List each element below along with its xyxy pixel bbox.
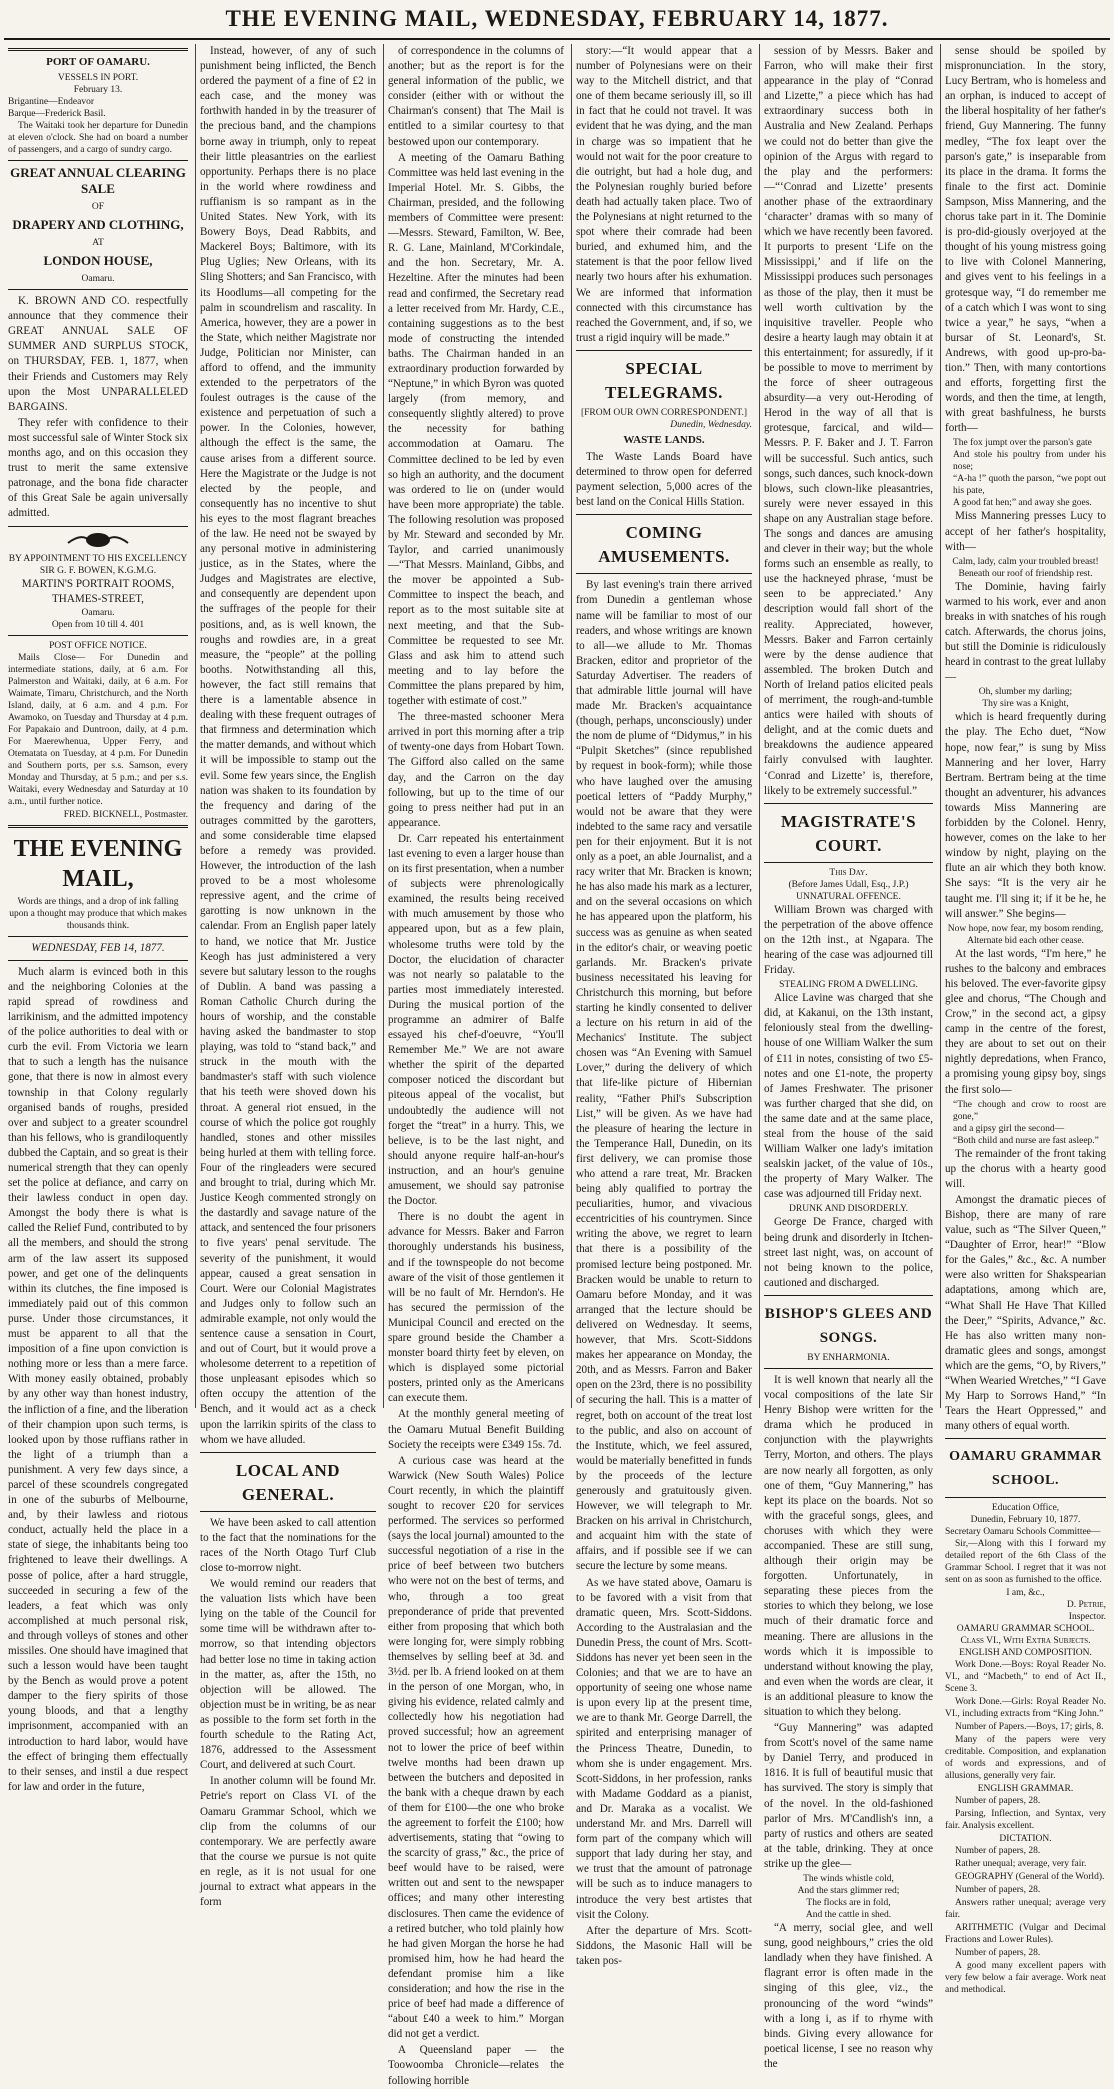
glees-author: BY ENHARMONIA.	[807, 1352, 890, 1363]
grammar-line: Rather unequal; average, very fair.	[955, 1859, 1087, 1870]
local-item: of correspondence in the columns of another; but as the report is for the general information of the public, we consider (either with or without the Chairman's consent) that The Mail is entitled to a similar courtesy to that bestowed upon our contemporary.	[388, 45, 564, 148]
verse-line: And the stars glimmer red;	[797, 1886, 900, 1897]
court-case-title: STEALING FROM A DWELLING.	[779, 980, 918, 991]
bishops-glees-heading: BISHOP'S GLEES AND SONGS.	[764, 1305, 933, 1346]
local-item: There is no doubt the agent in advance for Messrs. Baker and Farron thoroughly understands his business, and if the townspeople do not become aware of the visit of those gentlemen it will be no fault of Mr. Herndon's. He has secured the permission of the Municipal Council and erected on the spare ground beside the Chamber a monster board thirty feet by eleven, on which is displayed some pictorial posters, printed only as the Americans can execute them.	[388, 1211, 564, 1405]
verse-line: The fox jumpt over the parson's gate	[953, 438, 1092, 449]
port-line: Barque—Frederick Basil.	[8, 109, 106, 120]
local-item: A curious case was heard at the Warwick (New South Wales) Police Court recently, in which the plaintiff sought to recover £20 for services performed. The services so performed (says the local journal) amounted to the successful negotiation of a rise in the price of beef between two butchers who were not on the best of terms, and who, through a too great preponderance of pride that prevented either from proposing that which both were longing for, were simply robbing themselves by selling beef at 3d. and 3½d. per lb. A friend looked on at them in the person of one Morgan, who, in giving his evidence, related calmly and collectedly how his negotiation had proved successful; how an agreement not to lower the price of beef within twelve months had been drawn up between the butchers and deposited in the bank with a cheque drawn by each of them for £100—the one who broke the agreement to forfeit the £100; how advertisements, stating that “owing to the scarcity of grass,” &c., the price of beef would have to be raised, were written out and sent to the newspaper offices; and many other interesting disclosures. Then came the evidence of a retired butcher, who told plainly how he had given Morgan the horse he had promised him, how he had heard the defendant promise him a like consideration; and how the rise in the price of beef had made a difference of “about £40 a week to him.” Morgan did not get a verdict.	[388, 1454, 564, 2041]
ad-open-text: Open from 10 till 4.	[51, 619, 128, 630]
divider	[576, 514, 752, 515]
local-item: We have been asked to call attention to the fact that the nominations for the races of the North Otago Turf Club close to-morrow night.	[200, 1516, 376, 1574]
court-day: This Day.	[829, 867, 868, 878]
verse-line: And the cattle in shed.	[805, 1910, 892, 1921]
amusements-body: As we have stated above, Oamaru is to be favored with a visit from that dramatic queen, Mrs. Scott-Siddons. According to the Australasian and the Dunedin Press, the count of Mrs. Scott-Siddons has never yet been seen in the Colonies; and that we are to have an opportunity of seeing one whose name is upon every lip at the present time, we are to thank Mr. George Darrell, the spirited and enterprising manager of the Princess Theatre, Dunedin, to whom she is under engagement. Mrs. Scott-Siddons, in her profession, ranks with Madame Goddard as a pianist, and Dr. Maraka as a vocalist. We understand Mr. and Mrs. Darrell will form part of the company which will support that lady during her stay, and we trust that the amount of patronage will be such as to induce managers to introduce the very best artistes that visit the Colony.	[576, 1576, 752, 1921]
grammar-line: ARITHMETIC (Vulgar and Decimal Fractions and Lower Rules).	[945, 1923, 1106, 1946]
divider	[764, 803, 933, 804]
grammar-school-heading: OAMARU GRAMMAR SCHOOL.	[949, 1449, 1102, 1489]
glees-continued: sense should be spoiled by mispronunciation. In the story, Lucy Bertram, who is homeless and an orphan, is induced to accept of the liberal hospitality of her father's friend, Guy Mannering. The funny medley, “The fox leapt over the parson's gate,” is inseparable from its place in the drama. It forms the finale to the first act. Dominie Sampson, Miss Mannering, and the chorus take part in it. The Dominie is pro-did-giously overjoyed at the thought of his young mistress going to live with Colonel Mannering, and gives vent to his feelings in a grotesque way, “I do remember me of a catch which I was wont to sing twice a year,” he says, “when a bursar of St. Leonard's, St. Andrews, with good up-pro-ba-tion.” Then, with many contortions and efforts, forgetting first the words, and then the time, at length, with great bashfulness, he bursts forth—	[945, 45, 1106, 435]
ad-town: Oamaru.	[81, 274, 115, 285]
ad-sale-text: K. BROWN AND CO. respectfully announce that they commence their GREAT ANNUAL SALE OF SUMMER AND SURPLUS STOCK, on THURSDAY, FEB. 1, 1877, when their Friends and Customers may Rely upon the Most UNPARALLELED BARGAINS.	[8, 295, 188, 413]
divider	[576, 573, 752, 574]
court-case-title: DRUNK AND DISORDERLY.	[789, 1204, 908, 1215]
divider	[200, 1511, 376, 1512]
port-line: Brigantine—Endeavor	[8, 97, 95, 108]
education-office: Education Office,	[991, 1503, 1060, 1514]
divider	[764, 1295, 933, 1296]
masthead: THE EVENING MAIL, WEDNESDAY, FEBRUARY 14, 1877.	[225, 6, 889, 31]
local-item: Dr. Carr repeated his entertainment last evening to even a larger house than on its first presentation, when a number of subjects were phrenologically examined, the results being received with much amusement by those who appeared upon, but as a few plain, wholesome truths were told by the Doctor, the elucidation of character was not nearly so palatable to the parties most immediately interested. During the musical portion of the programme an admirer of Balfe essayed his chef-d'oeuvre, “You'll Remember Me.” We are not aware whether the spirit of the departed composer noticed the discordant but piteous appeal of the vocalist, but undoubtedly the audience will not forget the “treat” in a hurry. This, we believe, is to be the last night, and should anyone require half-an-hour's instruction, and an hour's genuine amusement, we should say patronise the Doctor.	[388, 832, 564, 1208]
ad-portrait-rooms: MARTIN'S PORTRAIT ROOMS,	[21, 577, 175, 590]
grammar-sign: D. Petrie,	[1066, 1600, 1106, 1611]
local-item: story:—“It would appear that a number of Polynesians were on their way to the Mitchell district, and that one of them became seriously ill, so ill in fact that he could not travel. It was evident that he was dying, and the man in charge was so impatient that he would not wait for the poor creature to die outright, but had a hole dug, and the Polynesian roughly buried before death had actually taken place. Two of the Polynesians at night returned to the spot where their comrade had been buried, and exhumed him, and the statement is that the poor fellow lived nearly two hours after his exhumation. We are informed that information connected with this circumstance has reached the Government, and, if so, we trust a rigid inquiry will be made.”	[576, 45, 752, 344]
ad-goods: DRAPERY AND CLOTHING,	[12, 217, 184, 233]
divider	[8, 160, 188, 161]
verse-line: The flocks are in fold,	[806, 1898, 891, 1909]
court-case-title: UNNATURAL OFFENCE.	[796, 891, 901, 902]
editorial-continued: Instead, however, of any of such punishment being inflicted, the Bench ordered the payment of a fine of £2 in each case, and the money was forthwith handed in by the treasurer of the precious band, and the champions borne away in triumph, only to repeat their little pleasantries on the earliest opportunity. Perhaps there is no place in the world where rowdiness and ruffianism is so rampant as in the United States. New York, with its Bowery Boys, Dead Rabbits, and Mackerel Boys; Baltimore, with its Plug Uglies; New Orleans, with its Sling Shotters; and San Francisco, with its Hoodlums—all competing for the palm in scoundrelism and rascality. In America, however, they are a power in the State, which neither Magistrate nor Judge, Politician nor Minister, can afford to offend, and the immunity extended to the perpetrators of the foulest outrages is the cause of the existence and perpetuation of such a power. In the Colonies, however, although the effect is the same, the cause arises from a different source. Here the Magistrate or the Judge is not elected by the people, and consequently has no incentive to shut his eyes to the most flagrant breaches of the law. He need not be swayed by any personal motive in administering justice, as in the States, where the Judges and Magistrates are elective, and consequently are dependent upon the suffrages of the people for their positions, and, as is well known, the roughs and rowdies are, in a great measure, the “people” at the polling booths. Notwithstanding all this, however, the fact still remains that there is a lamentable absence in dealing with these frequent outrages of that firmness and determination which the matter demands, and without which it will be impossible to stamp out the evil. Some few years since, the English nation was shaken to its foundation by the frequency and daring of the outrages committed by the garotters, and some considerable time elapsed before a remedy was provided. However, the introduction of the lash proved to be a most wholesome repressive agent, and the crime of garotting is now unknown in the calendar. From an English paper lately to hand, we notice that Mr. Justice Keogh has just administered a very severe but salutary lesson to the roughs of Dublin. A band was passing a Roman Catholic Church during the hours of worship, and the constable having asked the bandmaster to stop playing, was told to “stand back,” and struck in the mouth with the bandmaster's staff with such violence that his teeth were shoved down his throat. A general riot ensued, in the course of which the police got roughly handled, stones and other missiles being hurled at them with telling force. Four of the ringleaders were secured and brought to trial, during which Mr. Justice Keogh commented strongly on the dastardly and savage nature of the attack, and sentenced the four prisoners to five years' penal servitude. The severity of the punishment, it would appear, caused a great sensation in Court. Were our Colonial Magistrates and Judges only to follow such an admirable example, not only would the sentence cause a sensation in Court, and out of Court, but it would prove a wholesome deterrent to a repetition of those unpleasant episodes which so often occupy the attention of the Bench, and it would act as a check upon the larrikin spirits of the class to whom we have alluded.	[200, 45, 376, 1446]
grammar-sign: Inspector.	[1068, 1612, 1106, 1623]
postmaster-sign: FRED. BICKNELL, Postmaster.	[63, 809, 188, 820]
column-4	[571, 44, 756, 1967]
ad-shop-name: LONDON HOUSE,	[43, 253, 153, 269]
glees-body: It is well known that nearly all the vocal compositions of the late Sir Henry Bishop were written for the drama which he produced in conjunction with the playwrights Terry, Morton, and others. The plays are now nearly all forgotten, as only one of them, “Guy Mannering,” has kept its place on the boards. Not so with the graceful songs, glees, and choruses with which they were accompanied. These are still sung, although their origin may be forgotten. Unfortunately, in separating these pieces from the stories to which they belong, we lose much of their dramatic force and meaning. There are allusions in the words which it is impossible to understand without knowing the play, and even when the words are clear, it is an additional pleasure to know the situation to which they belong.	[764, 1373, 933, 1718]
grammar-line: Number of Papers.—Boys, 17; girls, 8.	[955, 1722, 1104, 1733]
verse-line: Beneath our roof of friendship rest.	[958, 568, 1093, 579]
court-case: William Brown was charged with the perpetration of the above offence on the 12th inst., at Ngapara. The hearing of the case was adjourned till Friday.	[764, 903, 933, 977]
divider	[764, 862, 933, 863]
grammar-line: Number of papers, 28.	[955, 1885, 1041, 1896]
grammar-letter: Sir,—Along with this I forward my detailed report of the 6th Class of the Grammar School. I regret that it was not sent on as soon as furnished to the office.	[945, 1539, 1106, 1586]
ad-number: 401	[129, 619, 145, 630]
court-case: Alice Lavine was charged that she did, at Kakanui, on the 13th instant, feloniously steal from the dwelling-house of one William Walker the sum of £11 in notes, consisting of two £5-notes and one £1-note, the property of James Freshwater. The prisoner was further charged that she did, on the same date and at the same place, steal from the house of the said William Walker one lady's imitation sealskin jacket, of the value of 10s., the property of Mary Walker. The case was adjourned till Friday next.	[764, 992, 933, 1201]
amusements-body: By last evening's train there arrived from Dunedin a gentleman whose name will be familiar to most of our readers, and whose writings are known to all—we allude to Mr. Thomas Bracken, editor and proprietor of the Saturday Advertiser. The readers of that admirable little journal will have made Mr. Bracken's acquaintance (though, perhaps, unconsciously) under the nom de plume of “Didymus,” in his “Pulpit Sketches” (since republished by request in book-form); while those who have laughed over the amusing poetical letters of “Paddy Murphy,” would not be aware that they were indebted to the same racy and versatile pen for their enjoyment. But it is not only as a poet, an able Journalist, and a racy writer that Mr. Bracken is known; he has also made his mark as a lecturer, and on the several occasions on which he has appeared upon the platform, his success was as genuine as when seated in the editor's chair, or weaving poetic garlands. Mr. Bracken's private business necessitated his leaving for Christchurch this morning, but before starting he kindly consented to deliver a lecture on his return in aid of the Mechanics' Institute. The subject chosen was “An Evening with Samuel Lover,” during the delivery of which that life-like picture of Hibernian reality, “Father Phil's Subscription List,” will be given. As we have had the pleasure of hearing the lecture in the Temperance Hall, Dunedin, on its first delivery, we can promise those who attend a rare treat, Mr. Bracken being ably qualified to portray the peculiarities, humor, and vivacious eccentricities of his countrymen. Since writing the above, we regret to learn that there is a possibility of the promised lecture being postponed. Mr. Bracken would be unable to return to Oamaru before Monday, and it was arranged that the lecture should be delivered on Wednesday. It seems, however, that Mrs. Scott-Siddons makes her appearance on Monday, the 20th, and as Messrs. Farron and Baker open on the 23rd, there is no possibility of securing the hall. This is a matter of regret, both on account of the treat lost to the public, and also on account of the Institute, which, we feel assured, would be materially benefitted in funds by the proceeds of the lecture generously and gratuitously given. However, we will telegraph to Mr. Bracken on his arrival in Christchurch, and acquaint him with the state of affairs, and if possible see if we can secure the lecture by some means.	[576, 579, 752, 1573]
amusements-continued: session of by Messrs. Baker and Farron, who will make their first appearance in the play of “Conrad and Lizette,” a piece which has had extraordinary success both in Australia and New Zealand. Perhaps we could not do better than give the opinion of the Argus with regard to the play and the performers:—“‘Conrad and Lizette’ presents another phase of the extraordinary ‘character’ dramas with so many of which we have recently been favored. It purports to present ‘Life on the Mississippi,’ and if life on the Mississippi produces such personages as those of the play, then it must be well worth cultivation by the inquisitive traveller. People who desire a hearty laugh may obtain it at this entertainment; for assuredly, if it be possible to move to merriment by the force of sheer outrageous absurdity—a very out-Heroding of Herod in the way of all that is grotesque, farcical, and wild—Messrs. P. F. Baker and J. T. Farron will be successful. Such antics, such songs, such dances, such knock-down blows, such clown-like pleasantries, surely were never essayed in this shape on any Australian stage before. The songs and dances are amusing and clever in their way; but the whole forms such an ensemble as really, to use the hackneyed phrase, ‘must be seen to be appreciated.’ Any description would fall short of the reality. Appreciated, however, Messrs. Baker and Farron certainly were by the dense audience that assembled. The broken Dutch and North of Ireland patios elicited peals of merriment, the rough-and-tumble antics were hailed with shouts of delight, and at the comic duets and breakdowns the audience appeared fairly convulsed with laughter. ‘Conrad and Lizette’ is, therefore, likely to be extremely successful.”	[764, 45, 933, 797]
divider	[8, 635, 188, 636]
port-text: The Waitaki took her departure for Dunedin at eleven o'clock. She had on board a number of passengers, and a cargo of sundry cargo.	[8, 121, 188, 156]
glees-continued: The Dominie, having fairly warmed to his work, ever and anon breaks in with snatches of his rough catch. Afterwards, the chorus joins, but still the Dominie is ridiculously heard in contrast to the great lullaby—	[945, 580, 1106, 684]
ad-open-hours	[8, 619, 188, 631]
ad-appointment: BY APPOINTMENT TO HIS EXCELLENCY	[8, 553, 188, 564]
port-date: February 13.	[73, 85, 123, 96]
verse-line: Calm, lady, calm your troubled breast!	[952, 556, 1099, 567]
grammar-sign: I am, &c.,	[1006, 1588, 1045, 1599]
verse-line: And stole his poultry from under his nose;	[953, 450, 1106, 473]
telegram-date: Dunedin, Wednesday.	[670, 419, 752, 430]
grammar-section: DICTATION.	[999, 1834, 1052, 1845]
column-6	[940, 44, 1110, 1996]
verse-line: A good fat hen;” and away she goes.	[953, 498, 1092, 509]
grammar-line: Many of the papers were very creditable. Composition, and explanation of words and expressions, and of allusions, generally very fair.	[945, 1735, 1106, 1782]
grammar-line: Work Done.—Boys: Royal Reader No. VI., and “Macbeth,” to end of Act II., Scene 3.	[945, 1660, 1106, 1695]
local-item: A Queensland paper — the Toowoomba Chronicle—relates the following horrible	[388, 2044, 564, 2087]
divider	[8, 825, 188, 828]
court-case: George De France, charged with being drunk and disorderly in Itchen-street last night, was, on account of not being known to the police, cautioned and discharged.	[764, 1216, 933, 1289]
magistrates-court-heading: MAGISTRATE'S COURT.	[780, 811, 917, 855]
grammar-line: GEOGRAPHY (General of the World).	[955, 1872, 1105, 1883]
telegram-body: The Waste Lands Board have determined to throw open for deferred payment selection, 5,000 acres of the best land on the Conical Hills Station.	[576, 450, 752, 509]
local-item: We would remind our readers that the valuation lists which have been lying on the table of the Council for some time will be withdrawn after to-morrow, so that intending objectors had better lose no time in taking action in the matter, as, after the 15th, no objection will be allowed. The objection must be in writing, be as near as possible to the form set forth in the fourth schedule to the Rating Act, 1876, addressed to the Assessment Court, and delivered at such Court.	[200, 1578, 376, 1772]
divider	[8, 936, 188, 937]
special-telegrams-heading: SPECIAL TELEGRAMS.	[605, 358, 723, 402]
glees-continued: Miss Mannering presses Lucy to accept of her father's hospitality, with—	[945, 510, 1106, 553]
local-item: At the monthly general meeting of the Oamaru Mutual Benefit Building Society the receipts were £349 15s. 7d.	[388, 1408, 564, 1451]
grammar-line: A good many excellent papers with very few below a fair average. Work neat and methodical.	[945, 1961, 1106, 1996]
column-5	[759, 44, 937, 2070]
verse-line: The winds whistle cold,	[803, 1874, 894, 1885]
glees-body: “Guy Mannering” was adapted from Scott's novel of the same name by Daniel Terry, and produced in 1816. It is full of beautiful music that has survived. The story is simply that of the novel. In the old-fashioned parlor of Mrs. M'Candlish's inn, a party of rustics and others are seated at the table, drinking. They at once strike up the glee—	[764, 1722, 933, 1870]
local-item: A meeting of the Oamaru Bathing Committee was held last evening in the Imperial Hotel. Mr. S. Gibbs, the Chairman, presided, and the following members of Committee were present:—Messrs. Steward, Familton, W. Bee, R. G. Lane, Mainland, M'Corkindale, and the hon. Secretary, Mr. A. Hezeltine. After the minutes had been read and confirmed, the Secretary read a letter received from Mr. Hardy, C.E., containing suggestions as to the best mode of constructing the intended baths. The Chairman handed in an extraordinary production forwarded by “Neptune,” in which Byron was quoted largely (from memory, and consequently slightly altered) to prove the necessity for bathing accommodation at Oamaru. The Committee declined to be led by even so high an authority, and the document was ordered to lie on (under would have been more appropriate) the table. The following resolution was proposed by Mr. Steward and seconded by Mr. Taylor, and carried unanimously—“That Messrs. Mainland, Gibbs, and the mover be appointed a Sub-Committee to inspect the beach, and report as to the most suitable site at next meeting, and that the Sub-Committee be requested to see Mr. Glass and ask him to attend such meeting and to lay before the Committee the plans prepared by him, together with estimate of cost.”	[388, 151, 564, 708]
ad-street: THAMES-STREET,	[52, 592, 144, 605]
port-vessels: VESSELS IN PORT.	[57, 73, 139, 84]
grammar-line: Number of papers, 28.	[955, 1796, 1041, 1807]
grammar-line: Answers rather unequal; average very fair.	[945, 1898, 1106, 1921]
grammar-subhead: OAMARU GRAMMAR SCHOOL.	[956, 1624, 1095, 1635]
post-office-heading: POST OFFICE NOTICE.	[49, 640, 147, 651]
glees-body: “A merry, social glee, and well sung, good neighbours,” cries the old landlady when they have finished. A flagrant error is often made in the singing of this glee, viz., the pronouncing of the word “winds” with a long i, as if to rhyme with binds. Giving every allowance for poetical license, I see no reason why the	[764, 1922, 933, 2070]
grammar-line: Parsing, Inflection, and Syntax, very fair. Analysis excellent.	[945, 1809, 1106, 1832]
court-before: (Before James Udall, Esq., J.P.)	[788, 879, 909, 890]
paper-motto: Words are things, and a drop of ink falling upon a thought may produce that which makes thousands think.	[9, 896, 187, 931]
glees-continued: The remainder of the front taking up the chorus with a hearty good will.	[945, 1147, 1106, 1190]
divider	[200, 1452, 376, 1453]
grammar-to: Secretary Oamaru Schools Committee—	[945, 1527, 1101, 1538]
port-heading: PORT OF OAMARU.	[46, 56, 150, 68]
grammar-date: Dunedin, February 10, 1877.	[970, 1515, 1081, 1526]
grammar-line: Number of papers, 28.	[955, 1948, 1041, 1959]
divider	[8, 289, 188, 290]
amusements-body: After the departure of Mrs. Scott-Siddons, the Masonic Hall will be taken pos-	[576, 1924, 752, 1967]
glees-continued: which is heard frequently during the play. The Echo duet, “Now hope, now fear,” is sung by Miss Mannering and her lover, Harry Bertram. Bertram being at the time thought an adventurer, his advances towards Miss Mannering are forbidden by the Colonel. Henry, however, comes on the lake to her window by night, playing on the flute an air which they both know. She says: “It is the very air he taught me. I'll sing it; if it be he, he will answer.” She begins—	[945, 711, 1106, 920]
divider	[764, 1368, 933, 1369]
coming-amusements-heading: COMING AMUSEMENTS.	[598, 523, 730, 567]
editorial-body: Much alarm is evinced both in this and the neighboring Colonies at the rapid spread of rowdiness and larrikinism, and the admitted impotency of the police authorities to deal with or curb the evil. From Victoria we learn that to such a length has the nuisance gone, that there is now in almost every township in that Colony regularly organised bands of roughs, presided over and subject to a greater scoundrel than his fellows, who is grandiloquently dubbed the Captain, and so great is their numerical strength that they can openly set the police at defiance, and carry on their lawless conduct in open day. Amongst the body there is what is called the Relief Fund, contributed to by all the members, and should the strong arm of the law assert its supposed power, and get one of the delinquents within its clutches, the fine imposed is immediately paid out of this common purse. Under those circumstances, it must be apparent to all that the imposition of a fine upon conviction is nothing more or less than a mere farce. With money easily obtained, probably by any other way than honest industry, the infliction of a fine, and the liberation of their champion upon such terms, is looked upon by those ruffians rather in the light of a triumph than a punishment. A very few days since, a parcel of these scoundrels congregated in one of the suburbs of Melbourne, and, by their lawless and riotous conduct, actually held the place in a state of siege, the inhabitants being too frightened to leave their dwellings. A posse of police, after a hard struggle, succeeded in securing a few of the leaders, a feat which was only accomplished at much personal risk, and through volleys of stones and other missiles. One should have imagined that such a lesson would have been taught by the Bench as would prove a potent damper to the fiery spirits of those young bloods, and that a lengthy imprisonment, accompanied with an introduction to hard labor, would have the effect of bringing them effectually to their senses, and instil a due respect for law and order in the future,	[8, 965, 188, 1793]
verse-line: “The chough and crow to roost are gone,”	[953, 1099, 1106, 1122]
ad-at: AT	[92, 238, 104, 249]
divider	[945, 1497, 1106, 1498]
verse-line: “A-ha !” quoth the parson, “we popt out his pate,	[953, 474, 1106, 497]
verse-line: Alternate bid each other cease.	[967, 935, 1084, 946]
verse-line: Oh, slumber my darling;	[978, 687, 1073, 698]
local-item: The three-masted schooner Mera arrived in port this morning after a trip of twenty-one days from Hobart Town. The Gifford also called on the same day, and the Carron on the day following, but up to the time of our going to press neither had put in an appearance.	[388, 711, 564, 829]
royal-crest-icon	[63, 531, 133, 549]
divider	[8, 48, 188, 51]
grammar-line: Number of papers, 28.	[955, 1846, 1041, 1857]
grammar-section: ENGLISH AND COMPOSITION.	[959, 1648, 1092, 1659]
glees-continued: Amongst the dramatic pieces of Bishop, there are many of rare value, such as “The Silver Queen,” “Daughter of Error, hear!” “Blow for the Gales,” &c., &c. A number were also written for Shakspearian adaptations, among which are, “What Shall He Have That Killed the Deer,” “Spirits, Advance,” &c. He has also written many non-dramatic glees and songs, amongst which are the gems, “O, by Rivers,” “When Wearied Wretches,” “I Gave My Harp to Sorrows Hand,” “In Tears the Heart Oppressed,” and many others of equal worth.	[945, 1193, 1106, 1433]
masthead-rule	[4, 38, 1110, 40]
paper-title: THE EVENING MAIL,	[13, 835, 183, 892]
grammar-section: ENGLISH GRAMMAR.	[977, 1784, 1074, 1795]
glees-continued: At the last words, “I'm here,” he rushes to the balcony and embraces his beloved. The ever-favorite gipsy glee and chorus, “The Chough and Crow,” in the second act, a gipsy camp in the centre of the forest, they are about to set out on their nightly depredations, when Franco, a promising young gipsy boy, sings the first solo—	[945, 947, 1106, 1096]
verse-line: Now hope, now fear, my bosom rending,	[947, 923, 1104, 934]
ad-portrait-town: Oamaru.	[81, 607, 115, 618]
ad-of: OF	[91, 202, 105, 213]
ad-clearing-sale-title: GREAT ANNUAL CLEARING SALE	[10, 165, 186, 197]
column-3	[383, 44, 568, 2087]
divider	[8, 960, 188, 961]
grammar-class: Class VI., With Extra Subjects.	[960, 1636, 1091, 1647]
grammar-line: Work Done.—Girls: Royal Reader No. VI., including extracts from “King John.”	[945, 1697, 1106, 1720]
divider	[8, 526, 188, 527]
divider	[576, 350, 752, 351]
post-office-text: Mails Close— For Dunedin and intermediate stations, daily, at 6 a.m. For Palmerston and Waitaki, daily, at 6 a.m. For Waimate, Timaru, Christchurch, and the North Island, daily, at 6 a.m. and 4 p.m. For Awamoko, on Tuesday and Thursday at 4 p.m. For Papakaio and Duntroon, daily, at 4 p.m. For Maerewhenua, Upper Ferry, and Otematata on Tuesday, at 4 p.m. For Dunedin and Southern ports, per s.s. Samson, every Monday and Thursday, at 5 p.m.; and per s.s. Waitaki, every Wednesday and Saturday at 10 a.m., until further notice.	[8, 652, 188, 807]
ad-sir: SIR G. F. BOWEN, K.G.M.G.	[39, 565, 157, 576]
local-general-heading: LOCAL AND GENERAL.	[235, 1460, 341, 1504]
telegram-source: [FROM OUR OWN CORRESPONDENT.]	[580, 407, 748, 418]
divider	[945, 1438, 1106, 1439]
verse-line: Thy sire was a Knight,	[982, 699, 1069, 710]
dateline: WEDNESDAY, FEB 14, 1877.	[31, 941, 165, 954]
verse-line: and a gipsy girl the second—	[953, 1123, 1065, 1134]
local-item: In another column will be found Mr. Petrie's report on Class VI. of the Oamaru Grammar School, which we clip from the columns of our contemporary. We are perfectly aware that the course we pursue is not quite en regle, as it is not usual for one journal to extract what appears in the form	[200, 1775, 376, 1909]
telegram-subhead: WASTE LANDS.	[623, 433, 705, 446]
verse-line: “Both child and nurse are fast asleep.”	[953, 1135, 1099, 1146]
column-1	[4, 44, 192, 1793]
ad-sale-text-2: They refer with confidence to their most successful sale of Winter Stock six months ago, and on this occasion they trust to merit the same extensive patronage, and the bona fide character of this Great Sale be again universally admitted.	[8, 416, 188, 520]
columns	[4, 44, 1110, 2087]
column-2	[195, 44, 380, 1909]
